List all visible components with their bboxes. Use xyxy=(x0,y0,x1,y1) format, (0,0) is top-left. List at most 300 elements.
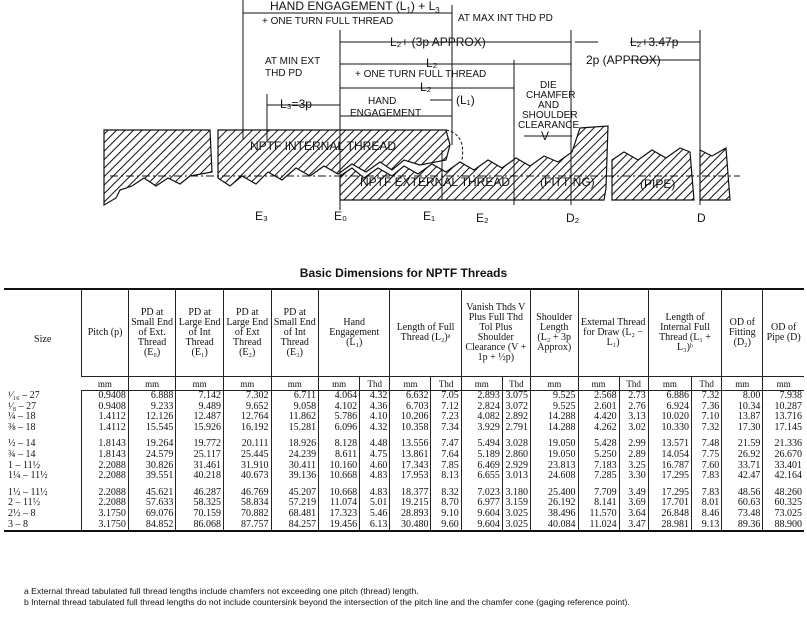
label-2p-approx: 2p (APPROX) xyxy=(586,53,661,67)
value-cell: 45.621 xyxy=(128,488,176,499)
label-internal-thread: NPTF INTERNAL THREAD xyxy=(250,139,397,153)
value-cell: 60.63 xyxy=(722,498,763,509)
header-pd-e1: PD at Large End of Int Thread (E₁) xyxy=(176,289,224,377)
value-cell: 19.215 xyxy=(390,498,431,509)
size-cell: ¼ – 18 xyxy=(8,411,36,423)
unit-mm: mm xyxy=(176,377,224,391)
value-cell: 0.9408 xyxy=(82,402,128,413)
label-l1: (L₁) xyxy=(456,93,475,107)
unit-mm: mm xyxy=(128,377,176,391)
size-cell: 3 – 8 xyxy=(4,520,82,532)
label-external-thread: NPTF EXTERNAL THREAD xyxy=(360,175,511,189)
value-cell: 40.218 xyxy=(176,471,224,482)
value-cell: 7.183 xyxy=(578,461,619,472)
value-cell: 15.545 xyxy=(128,423,176,434)
value-cell: 60.325 xyxy=(763,498,804,509)
value-cell: 13.571 xyxy=(648,439,691,450)
value-cell: 7.47 xyxy=(431,439,461,450)
table-body xyxy=(4,391,804,532)
value-cell: 31.910 xyxy=(223,461,271,472)
unit-thd: Thd xyxy=(360,377,390,391)
label-e3: E₃ xyxy=(255,209,268,223)
label-l2-3p: L₂+ (3p APPROX) xyxy=(390,35,486,49)
label-one-turn-mid: + ONE TURN FULL THREAD xyxy=(355,69,487,80)
value-cell: 86.068 xyxy=(176,520,224,532)
value-cell: 39.551 xyxy=(128,471,176,482)
table-row xyxy=(4,520,804,532)
header-size: Size xyxy=(4,289,82,391)
value-cell: 7.34 xyxy=(431,423,461,434)
value-cell: 87.757 xyxy=(223,520,271,532)
header-vanish: Vanish Thds V Plus Full Thd Tol Plus Shoulder Clearance (V + 1p + ½p) xyxy=(461,289,530,377)
value-cell: 11.862 xyxy=(271,412,319,423)
value-cell: 26.92 xyxy=(722,450,763,461)
table-row xyxy=(4,450,804,461)
unit-mm: mm xyxy=(530,377,578,391)
table-row xyxy=(4,423,804,434)
value-cell: 6.711 xyxy=(271,391,319,402)
value-cell: 7.48 xyxy=(692,439,722,450)
value-cell: 84.257 xyxy=(271,520,319,532)
value-cell: 12.487 xyxy=(176,412,224,423)
unit-thd: Thd xyxy=(431,377,461,391)
label-e2: E₂ xyxy=(476,211,489,225)
value-cell: 4.064 xyxy=(319,391,360,402)
value-cell: 17.295 xyxy=(648,488,691,499)
value-cell: 70.159 xyxy=(176,509,224,520)
value-cell: 6.977 xyxy=(461,498,502,509)
unit-thd: Thd xyxy=(619,377,648,391)
value-cell: 2.568 xyxy=(578,391,619,402)
value-cell: 6.655 xyxy=(461,471,502,482)
value-cell: 5.189 xyxy=(461,450,502,461)
value-cell: 26.670 xyxy=(763,450,804,461)
label-d: D xyxy=(697,211,706,225)
value-cell: 3.02 xyxy=(619,423,648,434)
value-cell: 7.142 xyxy=(176,391,224,402)
value-cell: 1.8143 xyxy=(82,439,128,450)
value-cell: 73.025 xyxy=(763,509,804,520)
value-cell: 40.084 xyxy=(530,520,578,532)
unit-mm: mm xyxy=(722,377,763,391)
value-cell: 33.71 xyxy=(722,461,763,472)
value-cell: 3.1750 xyxy=(82,509,128,520)
value-cell: 7.83 xyxy=(692,488,722,499)
label-chamfer: CHAMFER xyxy=(526,90,576,101)
value-cell: 3.25 xyxy=(619,461,648,472)
value-cell: 7.64 xyxy=(431,450,461,461)
value-cell: 17.30 xyxy=(722,423,763,434)
value-cell: 46.769 xyxy=(223,488,271,499)
label-clearance: CLEARANCE xyxy=(518,120,580,131)
label-fitting: (FITTING) xyxy=(540,175,595,189)
size-cell: ¹⁄₁₆ – 27 xyxy=(8,389,40,401)
table-row xyxy=(4,509,804,520)
value-cell: 7.60 xyxy=(692,461,722,472)
value-cell: 9.489 xyxy=(176,402,224,413)
size-cell: ¹⁄₈ – 27 xyxy=(8,400,37,412)
value-cell: 7.10 xyxy=(692,412,722,423)
value-cell: 84.852 xyxy=(128,520,176,532)
value-cell: 89.36 xyxy=(722,520,763,532)
value-cell: 7.32 xyxy=(692,423,722,434)
value-cell: 3.159 xyxy=(502,498,530,509)
unit-mm: mm xyxy=(578,377,619,391)
value-cell: 17.701 xyxy=(648,498,691,509)
unit-mm: mm xyxy=(763,377,804,391)
value-cell: 2.2088 xyxy=(82,498,128,509)
footnotes xyxy=(24,586,804,607)
value-cell: 4.36 xyxy=(360,402,390,413)
value-cell: 13.716 xyxy=(763,412,804,423)
header-int-full: Length of Internal Full Thread (L₁ + L₃)ᵇ xyxy=(648,289,722,377)
header-pitch: Pitch (p) xyxy=(82,289,128,377)
label-e0: E₀ xyxy=(334,209,347,223)
value-cell: 4.83 xyxy=(360,471,390,482)
value-cell: 42.164 xyxy=(763,471,804,482)
value-cell: 14.288 xyxy=(530,423,578,434)
value-cell: 12.764 xyxy=(223,412,271,423)
footnote-b: b Internal thread tabulated full thread lengths do not include countersink beyond the intersection of the pitch line and the chamfer cone (gaging reference point). xyxy=(24,596,630,607)
value-cell: 6.886 xyxy=(648,391,691,402)
value-cell: 10.330 xyxy=(648,423,691,434)
value-cell: 8.141 xyxy=(578,498,619,509)
value-cell: 8.128 xyxy=(319,439,360,450)
label-pipe: (PIPE) xyxy=(640,177,676,191)
value-cell: 1.4112 xyxy=(82,412,128,423)
value-cell: 28.893 xyxy=(390,509,431,520)
value-cell: 5.786 xyxy=(319,412,360,423)
units-row xyxy=(4,377,804,391)
label-d2: D₂ xyxy=(566,211,580,225)
label-hand: HAND xyxy=(368,96,397,107)
size-cell: 2½ – 8 xyxy=(8,507,36,519)
value-cell: 24.579 xyxy=(128,450,176,461)
unit-mm: mm xyxy=(648,377,691,391)
size-cell: 1 – 11½ xyxy=(8,459,41,471)
value-cell: 3.13 xyxy=(619,412,648,423)
value-cell: 10.668 xyxy=(319,471,360,482)
value-cell: 17.343 xyxy=(390,461,431,472)
value-cell: 2.892 xyxy=(502,412,530,423)
value-cell: 9.604 xyxy=(461,509,502,520)
value-cell: 7.938 xyxy=(763,391,804,402)
value-cell: 6.632 xyxy=(390,391,431,402)
value-cell: 3.025 xyxy=(502,520,530,532)
value-cell: 9.058 xyxy=(271,402,319,413)
value-cell: 12.126 xyxy=(128,412,176,423)
header-pd-e3: PD at Small End of Int Thread (E₃) xyxy=(271,289,319,377)
value-cell: 7.23 xyxy=(431,412,461,423)
value-cell: 10.020 xyxy=(648,412,691,423)
value-cell: 17.323 xyxy=(319,509,360,520)
value-cell: 3.028 xyxy=(502,439,530,450)
value-cell: 1.4112 xyxy=(82,423,128,434)
label-l2-a: L₂ xyxy=(426,56,438,70)
value-cell: 4.420 xyxy=(578,412,619,423)
unit-mm: mm xyxy=(271,377,319,391)
value-cell: 9.13 xyxy=(692,520,722,532)
value-cell: 5.01 xyxy=(360,498,390,509)
value-cell: 16.787 xyxy=(648,461,691,472)
value-cell: 14.288 xyxy=(530,412,578,423)
value-cell: 9.233 xyxy=(128,402,176,413)
value-cell: 7.302 xyxy=(223,391,271,402)
value-cell: 9.652 xyxy=(223,402,271,413)
value-cell: 21.59 xyxy=(722,439,763,450)
value-cell: 2.2088 xyxy=(82,488,128,499)
value-cell: 3.47 xyxy=(619,520,648,532)
value-cell: 10.358 xyxy=(390,423,431,434)
value-cell: 2.929 xyxy=(502,461,530,472)
label-and: AND xyxy=(538,100,560,111)
value-cell: 73.48 xyxy=(722,509,763,520)
value-cell: 40.673 xyxy=(223,471,271,482)
value-cell: 4.48 xyxy=(360,439,390,450)
value-cell: 7.32 xyxy=(692,391,722,402)
value-cell: 3.929 xyxy=(461,423,502,434)
header-ext-draw: External Thread for Draw (L₂ − L₁) xyxy=(578,289,648,377)
value-cell: 16.192 xyxy=(223,423,271,434)
value-cell: 24.239 xyxy=(271,450,319,461)
value-cell: 31.461 xyxy=(176,461,224,472)
value-cell: 8.32 xyxy=(431,488,461,499)
value-cell: 19.050 xyxy=(530,439,578,450)
value-cell: 7.83 xyxy=(692,471,722,482)
value-cell: 39.136 xyxy=(271,471,319,482)
value-cell: 9.10 xyxy=(431,509,461,520)
label-at-min-ext: AT MIN EXT xyxy=(265,56,321,67)
value-cell: 6.888 xyxy=(128,391,176,402)
value-cell: 11.074 xyxy=(319,498,360,509)
label-die: DIE xyxy=(540,80,557,91)
value-cell: 10.34 xyxy=(722,402,763,413)
label-shoulder: SHOULDER xyxy=(522,110,578,121)
value-cell: 2.791 xyxy=(502,423,530,434)
value-cell: 58.325 xyxy=(176,498,224,509)
value-cell: 3.30 xyxy=(619,471,648,482)
header-pd-e0: PD at Small End of Ext. Thread (E₀) xyxy=(128,289,176,377)
value-cell: 4.10 xyxy=(360,412,390,423)
size-cell: 1½ – 11½ xyxy=(8,486,48,498)
value-cell: 3.1750 xyxy=(82,520,128,532)
size-cell: ⅜ – 18 xyxy=(8,421,36,433)
value-cell: 68.481 xyxy=(271,509,319,520)
value-cell: 10.668 xyxy=(319,488,360,499)
label-engagement: ENGAGEMENT xyxy=(350,108,422,119)
value-cell: 25.400 xyxy=(530,488,578,499)
value-cell: 46.287 xyxy=(176,488,224,499)
value-cell: 8.13 xyxy=(431,471,461,482)
label-l2-b: L₂ xyxy=(420,80,432,94)
value-cell: 15.926 xyxy=(176,423,224,434)
value-cell: 4.32 xyxy=(360,391,390,402)
value-cell: 9.525 xyxy=(530,391,578,402)
value-cell: 9.525 xyxy=(530,402,578,413)
value-cell: 5.250 xyxy=(578,450,619,461)
unit-mm: mm xyxy=(461,377,502,391)
value-cell: 23.813 xyxy=(530,461,578,472)
label-one-turn-top: + ONE TURN FULL THREAD xyxy=(262,16,394,27)
value-cell: 10.287 xyxy=(763,402,804,413)
value-cell: 2.2088 xyxy=(82,471,128,482)
size-cell: 2 – 11½ xyxy=(8,497,41,509)
value-cell: 10.160 xyxy=(319,461,360,472)
value-cell: 2.73 xyxy=(619,391,648,402)
value-cell: 0.9408 xyxy=(82,391,128,402)
value-cell: 5.46 xyxy=(360,509,390,520)
size-cell: ¾ – 14 xyxy=(8,448,36,460)
value-cell: 6.924 xyxy=(648,402,691,413)
value-cell: 19.050 xyxy=(530,450,578,461)
value-cell: 18.926 xyxy=(271,439,319,450)
header-hand-engagement: Hand Engagement (L₁) xyxy=(319,289,390,377)
value-cell: 57.219 xyxy=(271,498,319,509)
value-cell: 58.834 xyxy=(223,498,271,509)
value-cell: 48.56 xyxy=(722,488,763,499)
value-cell: 7.05 xyxy=(431,391,461,402)
value-cell: 6.13 xyxy=(360,520,390,532)
value-cell: 9.604 xyxy=(461,520,502,532)
value-cell: 3.69 xyxy=(619,498,648,509)
value-cell: 48.260 xyxy=(763,488,804,499)
value-cell: 19.264 xyxy=(128,439,176,450)
value-cell: 17.295 xyxy=(648,471,691,482)
value-cell: 45.207 xyxy=(271,488,319,499)
value-cell: 70.882 xyxy=(223,509,271,520)
value-cell: 10.206 xyxy=(390,412,431,423)
value-cell: 42.47 xyxy=(722,471,763,482)
value-cell: 2.601 xyxy=(578,402,619,413)
value-cell: 3.013 xyxy=(502,471,530,482)
value-cell: 8.46 xyxy=(692,509,722,520)
value-cell: 33.401 xyxy=(763,461,804,472)
value-cell: 18.377 xyxy=(390,488,431,499)
label-l2-347p: L₂+3.47p xyxy=(630,35,679,49)
size-cell: 1¼ – 11½ xyxy=(8,470,48,482)
table-row xyxy=(4,471,804,482)
value-cell: 6.703 xyxy=(390,402,431,413)
value-cell: 14.054 xyxy=(648,450,691,461)
value-cell: 38.496 xyxy=(530,509,578,520)
header-od-pipe: OD of Pipe (D) xyxy=(763,289,804,377)
value-cell: 30.480 xyxy=(390,520,431,532)
value-cell: 3.64 xyxy=(619,509,648,520)
value-cell: 7.285 xyxy=(578,471,619,482)
dimensions-table xyxy=(4,288,804,532)
value-cell: 2.99 xyxy=(619,439,648,450)
value-cell: 57.633 xyxy=(128,498,176,509)
table-row xyxy=(4,391,804,402)
value-cell: 69.076 xyxy=(128,509,176,520)
value-cell: 24.608 xyxy=(530,471,578,482)
value-cell: 3.072 xyxy=(502,402,530,413)
label-at-max-int: AT MAX INT THD PD xyxy=(458,13,553,24)
value-cell: 19.772 xyxy=(176,439,224,450)
value-cell: 7.023 xyxy=(461,488,502,499)
value-cell: 4.102 xyxy=(319,402,360,413)
value-cell: 4.262 xyxy=(578,423,619,434)
value-cell: 13.556 xyxy=(390,439,431,450)
thread-diagram xyxy=(0,0,807,262)
value-cell: 2.76 xyxy=(619,402,648,413)
header-full-thread: Length of Full Thread (L₂)ᵃ xyxy=(390,289,461,377)
value-cell: 8.611 xyxy=(319,450,360,461)
value-cell: 20.111 xyxy=(223,439,271,450)
value-cell: 3.075 xyxy=(502,391,530,402)
unit-thd: Thd xyxy=(502,377,530,391)
header-pd-e2: PD at Large End of Ext Thread (E₂) xyxy=(223,289,271,377)
value-cell: 2.860 xyxy=(502,450,530,461)
value-cell: 5.428 xyxy=(578,439,619,450)
value-cell: 13.87 xyxy=(722,412,763,423)
value-cell: 2.893 xyxy=(461,391,502,402)
value-cell: 8.70 xyxy=(431,498,461,509)
value-cell: 2.89 xyxy=(619,450,648,461)
value-cell: 25.117 xyxy=(176,450,224,461)
value-cell: 7.75 xyxy=(692,450,722,461)
value-cell: 30.411 xyxy=(271,461,319,472)
label-e1: E₁ xyxy=(423,209,436,223)
unit-mm: mm xyxy=(319,377,360,391)
value-cell: 5.494 xyxy=(461,439,502,450)
value-cell: 3.025 xyxy=(502,509,530,520)
value-cell: 28.981 xyxy=(648,520,691,532)
value-cell: 4.32 xyxy=(360,423,390,434)
value-cell: 17.145 xyxy=(763,423,804,434)
value-cell: 7.85 xyxy=(431,461,461,472)
header-shoulder: Shoulder Length (L₂ + 3p Approx) xyxy=(530,289,578,377)
value-cell: 88.900 xyxy=(763,520,804,532)
value-cell: 6.096 xyxy=(319,423,360,434)
value-cell: 4.83 xyxy=(360,488,390,499)
value-cell: 30.826 xyxy=(128,461,176,472)
value-cell: 7.36 xyxy=(692,402,722,413)
unit-thd: Thd xyxy=(692,377,722,391)
header-od-fitting: OD of Fitting (D₂) xyxy=(722,289,763,377)
value-cell: 7.709 xyxy=(578,488,619,499)
value-cell: 15.281 xyxy=(271,423,319,434)
value-cell: 4.60 xyxy=(360,461,390,472)
value-cell: 26.848 xyxy=(648,509,691,520)
value-cell: 4.082 xyxy=(461,412,502,423)
label-l3-3p: L₃=3p xyxy=(280,97,312,111)
value-cell: 13.861 xyxy=(390,450,431,461)
value-cell: 17.953 xyxy=(390,471,431,482)
value-cell: 19.456 xyxy=(319,520,360,532)
value-cell: 7.12 xyxy=(431,402,461,413)
label-hand-engagement-top: HAND ENGAGEMENT $(L_1) + L_3$ xyxy=(270,0,440,15)
value-cell: 11.024 xyxy=(578,520,619,532)
value-cell: 3.49 xyxy=(619,488,648,499)
value-cell: 26.192 xyxy=(530,498,578,509)
table-title: Basic Dimensions for NPTF Threads xyxy=(299,266,508,280)
value-cell: 2.824 xyxy=(461,402,502,413)
value-cell: 9.60 xyxy=(431,520,461,532)
value-cell: 6.469 xyxy=(461,461,502,472)
label-v: V xyxy=(541,129,550,143)
value-cell: 4.75 xyxy=(360,450,390,461)
unit-mm: mm xyxy=(82,377,128,391)
value-cell: 21.336 xyxy=(763,439,804,450)
unit-mm: mm xyxy=(390,377,431,391)
value-cell: 2.2088 xyxy=(82,461,128,472)
value-cell: 3.180 xyxy=(502,488,530,499)
footnote-a: a External thread tabulated full thread lengths include chamfers not exceeding one pitch (thread) length. xyxy=(24,586,419,596)
value-cell: 11.570 xyxy=(578,509,619,520)
value-cell: 1.8143 xyxy=(82,450,128,461)
value-cell: 25.445 xyxy=(223,450,271,461)
